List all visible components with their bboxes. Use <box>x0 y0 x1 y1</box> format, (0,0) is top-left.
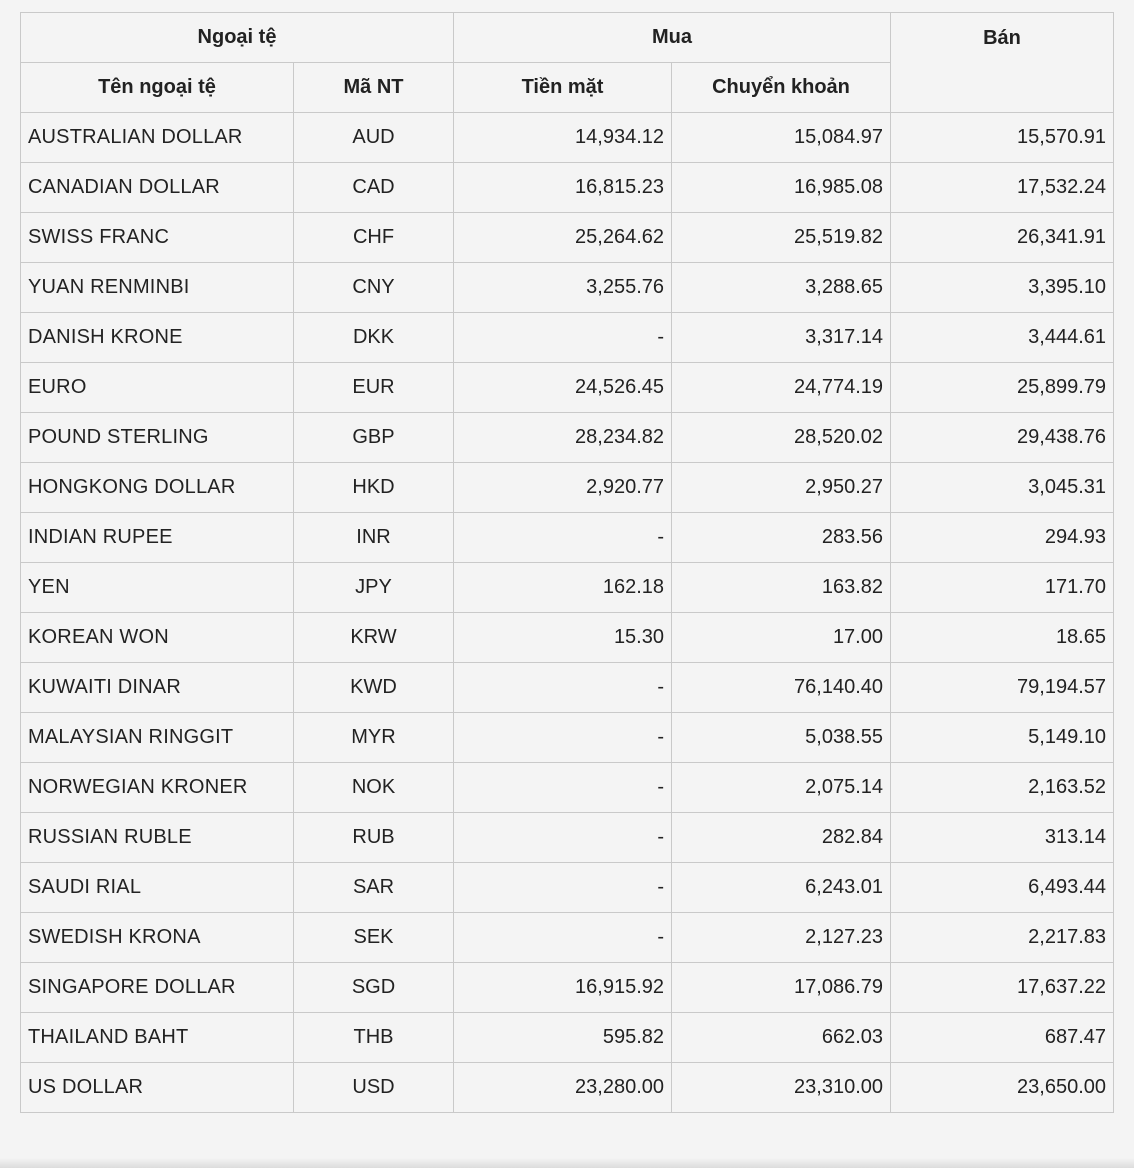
cash-rate-cell: 23,280.00 <box>454 1063 672 1113</box>
cash-rate-cell: 3,255.76 <box>454 263 672 313</box>
sell-rate-cell: 15,570.91 <box>891 113 1114 163</box>
table-row <box>21 113 1114 163</box>
transfer-rate-cell: 3,317.14 <box>672 313 891 363</box>
table-row <box>21 263 1114 313</box>
sell-rate-cell: 171.70 <box>891 563 1114 613</box>
currency-name-cell: POUND STERLING <box>21 413 294 463</box>
cash-rate-cell: - <box>454 863 672 913</box>
header-group-row <box>21 13 1114 63</box>
transfer-rate-cell: 23,310.00 <box>672 1063 891 1113</box>
sell-rate-cell: 18.65 <box>891 613 1114 663</box>
currency-name-cell: KOREAN WON <box>21 613 294 663</box>
currency-name-cell: KUWAITI DINAR <box>21 663 294 713</box>
transfer-rate-cell: 2,075.14 <box>672 763 891 813</box>
currency-name-cell: RUSSIAN RUBLE <box>21 813 294 863</box>
sell-rate-cell: 687.47 <box>891 1013 1114 1063</box>
table-row <box>21 463 1114 513</box>
cash-rate-cell: 16,915.92 <box>454 963 672 1013</box>
currency-code-cell: JPY <box>294 563 454 613</box>
currency-name-cell: SINGAPORE DOLLAR <box>21 963 294 1013</box>
currency-name-cell: SWEDISH KRONA <box>21 913 294 963</box>
header-cash: Tiền mặt <box>454 63 672 113</box>
sell-rate-cell: 5,149.10 <box>891 713 1114 763</box>
transfer-rate-cell: 76,140.40 <box>672 663 891 713</box>
cash-rate-cell: 24,526.45 <box>454 363 672 413</box>
header-group-sell: Bán <box>891 13 1114 113</box>
header-group-currency: Ngoại tệ <box>21 13 454 63</box>
cash-rate-cell: 2,920.77 <box>454 463 672 513</box>
currency-name-cell: DANISH KRONE <box>21 313 294 363</box>
currency-name-cell: MALAYSIAN RINGGIT <box>21 713 294 763</box>
currency-name-cell: SAUDI RIAL <box>21 863 294 913</box>
page-bottom-edge <box>0 1158 1134 1168</box>
transfer-rate-cell: 2,127.23 <box>672 913 891 963</box>
currency-code-cell: THB <box>294 1013 454 1063</box>
transfer-rate-cell: 15,084.97 <box>672 113 891 163</box>
sell-rate-cell: 17,637.22 <box>891 963 1114 1013</box>
transfer-rate-cell: 283.56 <box>672 513 891 563</box>
transfer-rate-cell: 282.84 <box>672 813 891 863</box>
currency-code-cell: SGD <box>294 963 454 1013</box>
currency-name-cell: YUAN RENMINBI <box>21 263 294 313</box>
transfer-rate-cell: 25,519.82 <box>672 213 891 263</box>
table-row <box>21 1013 1114 1063</box>
header-currency-code: Mã NT <box>294 63 454 113</box>
currency-name-cell: THAILAND BAHT <box>21 1013 294 1063</box>
table-row <box>21 913 1114 963</box>
table-row <box>21 663 1114 713</box>
currency-code-cell: CAD <box>294 163 454 213</box>
currency-code-cell: SAR <box>294 863 454 913</box>
cash-rate-cell: 15.30 <box>454 613 672 663</box>
transfer-rate-cell: 24,774.19 <box>672 363 891 413</box>
header-currency-name: Tên ngoại tệ <box>21 63 294 113</box>
currency-name-cell: CANADIAN DOLLAR <box>21 163 294 213</box>
transfer-rate-cell: 16,985.08 <box>672 163 891 213</box>
sell-rate-cell: 2,163.52 <box>891 763 1114 813</box>
currency-code-cell: AUD <box>294 113 454 163</box>
currency-name-cell: AUSTRALIAN DOLLAR <box>21 113 294 163</box>
sell-rate-cell: 6,493.44 <box>891 863 1114 913</box>
currency-name-cell: INDIAN RUPEE <box>21 513 294 563</box>
cash-rate-cell: - <box>454 513 672 563</box>
table-row <box>21 1063 1114 1113</box>
table-row <box>21 613 1114 663</box>
transfer-rate-cell: 3,288.65 <box>672 263 891 313</box>
cash-rate-cell: - <box>454 713 672 763</box>
currency-code-cell: NOK <box>294 763 454 813</box>
table-row <box>21 513 1114 563</box>
cash-rate-cell: 14,934.12 <box>454 113 672 163</box>
header-group-buy: Mua <box>454 13 891 63</box>
transfer-rate-cell: 6,243.01 <box>672 863 891 913</box>
cash-rate-cell: - <box>454 313 672 363</box>
table-row <box>21 313 1114 363</box>
exchange-rate-table <box>20 12 1114 1113</box>
currency-code-cell: GBP <box>294 413 454 463</box>
currency-name-cell: US DOLLAR <box>21 1063 294 1113</box>
transfer-rate-cell: 5,038.55 <box>672 713 891 763</box>
sell-rate-cell: 313.14 <box>891 813 1114 863</box>
header-transfer: Chuyển khoản <box>672 63 891 113</box>
transfer-rate-cell: 17,086.79 <box>672 963 891 1013</box>
sell-rate-cell: 25,899.79 <box>891 363 1114 413</box>
currency-code-cell: EUR <box>294 363 454 413</box>
sell-rate-cell: 23,650.00 <box>891 1063 1114 1113</box>
cash-rate-cell: 28,234.82 <box>454 413 672 463</box>
currency-code-cell: KWD <box>294 663 454 713</box>
cash-rate-cell: - <box>454 763 672 813</box>
cash-rate-cell: 25,264.62 <box>454 213 672 263</box>
cash-rate-cell: - <box>454 913 672 963</box>
table-row <box>21 813 1114 863</box>
table-row <box>21 163 1114 213</box>
currency-name-cell: HONGKONG DOLLAR <box>21 463 294 513</box>
table-row <box>21 863 1114 913</box>
currency-name-cell: NORWEGIAN KRONER <box>21 763 294 813</box>
transfer-rate-cell: 2,950.27 <box>672 463 891 513</box>
cash-rate-cell: 162.18 <box>454 563 672 613</box>
transfer-rate-cell: 163.82 <box>672 563 891 613</box>
table-row <box>21 363 1114 413</box>
table-header <box>21 13 1114 113</box>
table-body <box>21 113 1114 1113</box>
transfer-rate-cell: 662.03 <box>672 1013 891 1063</box>
transfer-rate-cell: 17.00 <box>672 613 891 663</box>
currency-name-cell: EURO <box>21 363 294 413</box>
table-row <box>21 213 1114 263</box>
currency-code-cell: SEK <box>294 913 454 963</box>
sell-rate-cell: 17,532.24 <box>891 163 1114 213</box>
currency-code-cell: KRW <box>294 613 454 663</box>
currency-code-cell: DKK <box>294 313 454 363</box>
sell-rate-cell: 26,341.91 <box>891 213 1114 263</box>
sell-rate-cell: 294.93 <box>891 513 1114 563</box>
currency-name-cell: YEN <box>21 563 294 613</box>
sell-rate-cell: 3,045.31 <box>891 463 1114 513</box>
sell-rate-cell: 3,444.61 <box>891 313 1114 363</box>
currency-code-cell: USD <box>294 1063 454 1113</box>
sell-rate-cell: 2,217.83 <box>891 913 1114 963</box>
table-row <box>21 413 1114 463</box>
sell-rate-cell: 3,395.10 <box>891 263 1114 313</box>
transfer-rate-cell: 28,520.02 <box>672 413 891 463</box>
table-row <box>21 963 1114 1013</box>
table-row <box>21 563 1114 613</box>
currency-code-cell: CNY <box>294 263 454 313</box>
currency-code-cell: INR <box>294 513 454 563</box>
cash-rate-cell: - <box>454 813 672 863</box>
cash-rate-cell: 595.82 <box>454 1013 672 1063</box>
table-row <box>21 763 1114 813</box>
cash-rate-cell: - <box>454 663 672 713</box>
sell-rate-cell: 79,194.57 <box>891 663 1114 713</box>
cash-rate-cell: 16,815.23 <box>454 163 672 213</box>
currency-code-cell: MYR <box>294 713 454 763</box>
sell-rate-cell: 29,438.76 <box>891 413 1114 463</box>
currency-code-cell: RUB <box>294 813 454 863</box>
currency-code-cell: HKD <box>294 463 454 513</box>
currency-name-cell: SWISS FRANC <box>21 213 294 263</box>
table-row <box>21 713 1114 763</box>
currency-code-cell: CHF <box>294 213 454 263</box>
